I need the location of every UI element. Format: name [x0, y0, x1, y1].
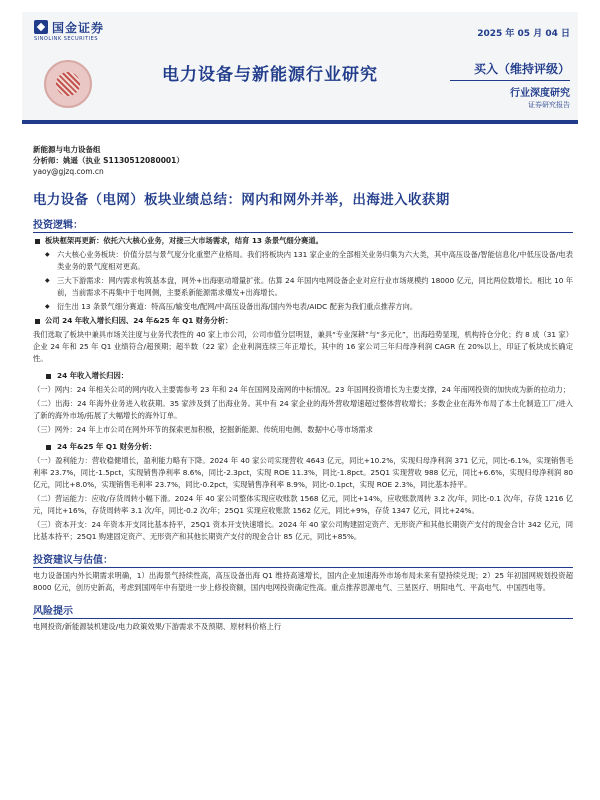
bullet-framework: 板块框架再更新：依托六大核心业务，对接三大市场需求，结育 13 条景气细分赛道。: [33, 235, 573, 247]
sub-bullet-finance: 24 年&25 年 Q1 财务分析：: [33, 441, 573, 453]
report-header: [22, 12, 578, 124]
paragraph-domestic: （一）网内：24 年相关公司的网内收入主要需参考 23 年和 24 年在国网及南网的中标情况。23 年国网投资增长为主要支撑，24 年南网投资的加快成为新的拉动力；: [33, 385, 570, 394]
section-rule: [33, 232, 573, 233]
paragraph-risk: 电网投资/新能源装机建设/电力政策效果/下游需求不及预期、原材料价格上行: [33, 622, 282, 631]
header-divider: [450, 80, 570, 81]
report-category-title: 电力设备与新能源行业研究: [162, 65, 378, 85]
team-name: 新能源与电力设备组: [33, 145, 101, 154]
report-body: [33, 144, 573, 633]
report-subtype: 证券研究报告: [528, 101, 570, 109]
paragraph-overseas: （二）出海：24 年海外业务进入收获期。35 家涉及到了出海业务。其中有 24 家企业的海外营收增速超过整体营收增长；多数企业在海外布局了本土化制造工厂/进入了新的海外市场/拓展了大幅增长的海外订单。: [33, 399, 573, 420]
section-heading-logic: 投资逻辑：: [33, 220, 83, 231]
sub-bullet-revenue: 24 年收入增长归因：: [33, 370, 573, 382]
paragraph-overview: 我们选取了板块中兼具市场关注度与业务代表性的 40 家上市公司，公司市值分层明显，兼具“专业深耕”与“多元化”，出海趋势显现，机构持仓分化；约 8 成（31 家）企业 24 年和 25 年 Q1 业绩符合/超预期；超半数（22 家）企业利润连续三年正增长，其中的 16 家公司三年归母净利润 CAGR 在 20%以上，印证了板块成长确定性。: [33, 330, 573, 363]
bullet-financial: 公司 24 年收入增长归因、24 年&25 年 Q1 财务分析：: [33, 315, 573, 327]
report-type: 行业深度研究: [510, 88, 570, 99]
paragraph-offgrid: （三）网外：24 年上市公司在网外环节的探索更加积极，挖掘新能源、传统用电侧、数据中心等市场需求: [33, 425, 373, 434]
logo-english: SINOLINK SECURITIES: [34, 36, 98, 42]
analyst-line: 分析师：姚遥（执业 S1130512080001）: [33, 156, 184, 165]
brand-logo: [32, 16, 132, 46]
main-title: 电力设备（电网）板块业绩总结：网内和网外并举，出海进入收获期: [33, 193, 450, 208]
paragraph-profitability: （一）盈利能力：营收稳健增长，盈利能力略有下降。2024 年 40 家公司实现营收 4643 亿元，同比+10.2%，实现归母净利润 371 亿元，同比-6.1%，实现销售毛利率 23.7%，同比-1.5pct，实现销售净利率 8.6%，同比-2.3pct，实现 ROE 11.3%，同比-1.8pct。25Q1 实现营收 988 亿元，同比+6.6%，实现归母净利润 80 亿元，同比+8.0%，实现销售毛利率 23.7%，同比-0.2pct，实现销售净利率 8.9%，同比-0.1pct，实现 ROE 2.3%，同比基本持平。: [33, 456, 573, 489]
qr-code-icon: [44, 60, 92, 108]
rating-badge: 买入（维持评级）: [473, 62, 570, 76]
paragraph-capex: （三）资本开支：24 年资本开支同比基本持平，25Q1 资本开支快速增长。2024 年 40 家公司购建固定资产、无形资产和其他长期资产支付的现金合计 342 亿元，同比基本持平；25Q1 购建固定资产、无形资产和其他长期资产支付的现金合计 85 亿元，同比+85%。: [33, 520, 573, 541]
paragraph-advice: 电力设备国内外长期需求明确，1）出海景气持续性高，高压设备出海 Q1 维持高速增长，国内企业加速海外市场布局未来有望持续兑现；2）25 年初国网规划投资超 8000 亿元，创历史新高，考虑到国网年中有望进一步上修投资额，国内电网投资确定性高。重点推荐思源电气、三星医疗、明阳电气、平高电气、中国西电等。: [33, 571, 573, 592]
sub-point-business: ◆ 六大核心业务板块：价值分层与景气度分化重塑产业格局。我们将板块内 131 家企业的全部相关业务归集为六大类，其中高压设备/智能信息化/中低压设备/电表类业务的景气度相对更高。: [33, 249, 573, 273]
sub-point-demand: ◆ 三大下游需求：网内需求构筑基本盘，网外+出海驱动增量扩张。估算 24 年国内电网设备企业对应行业市场规模约 18000 亿元，同比两位数增长。相比 10 年前，当前需求不再集中于电网侧，主要系新能源需求爆发+出海增长。: [33, 275, 573, 299]
section-heading-risk: 风险提示: [33, 606, 73, 617]
section-rule: [33, 618, 573, 619]
section-rule: [33, 567, 573, 568]
section-heading-advice: 投资建议与估值：: [33, 555, 113, 566]
paragraph-operations: （二）营运能力：应收/存货周转小幅下滑。2024 年 40 家公司整体实现应收账款 1568 亿元，同比+14%，应收账款周转 3.2 次/年，同比-0.1 次/年，存货 1216 亿元，同比+16%，存货周转率 3.1 次/年，同比-0.2 次/年；25Q1 实现应收账款 1562 亿元，同比+9%，存货 1347 亿元，同比+24%。: [33, 494, 573, 515]
sub-point-tracks: ◆ 衍生出 13 条景气细分赛道：特高压/输变电/配网/中高压设备出海/国内外电表/AIDC 配套为我们重点推荐方向。: [33, 301, 573, 313]
report-date: 2025 年 05 月 04 日: [477, 29, 570, 39]
analyst-email[interactable]: yaoy@gjzq.com.cn: [33, 167, 104, 176]
logo-mark-icon: [34, 20, 48, 34]
logo-name: 国金证券: [52, 21, 105, 35]
